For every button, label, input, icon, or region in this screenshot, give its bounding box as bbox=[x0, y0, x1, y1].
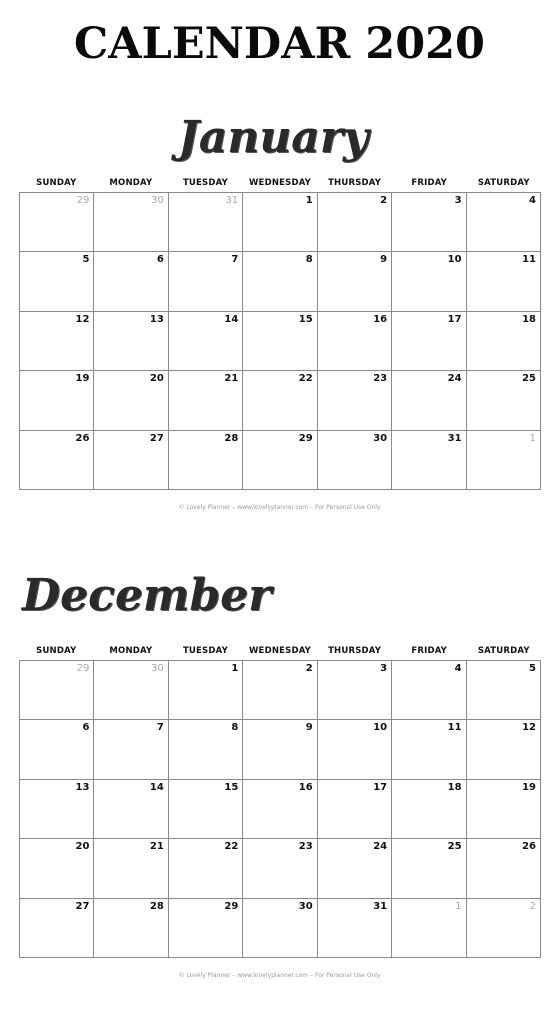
day-cell bbox=[169, 899, 243, 958]
day-cell bbox=[243, 252, 317, 311]
day-cell bbox=[20, 720, 94, 779]
month-title-december: December bbox=[22, 570, 272, 621]
weekday-header-row bbox=[19, 643, 541, 660]
day-number: 10 bbox=[447, 254, 462, 266]
day-cell bbox=[467, 780, 541, 839]
day-number: 23 bbox=[373, 373, 388, 385]
day-number: 20 bbox=[149, 373, 164, 385]
day-cell bbox=[467, 720, 541, 779]
day-cell bbox=[243, 371, 317, 430]
day-cell bbox=[20, 431, 94, 490]
day-cell bbox=[318, 899, 392, 958]
day-cell bbox=[169, 371, 243, 430]
day-number: 20 bbox=[75, 841, 90, 853]
day-number: 21 bbox=[149, 841, 164, 853]
day-cell bbox=[169, 312, 243, 371]
day-number: 18 bbox=[522, 313, 536, 325]
day-cell bbox=[318, 780, 392, 839]
day-cell bbox=[467, 252, 541, 311]
day-cell bbox=[467, 193, 541, 252]
calendar-grid bbox=[19, 660, 541, 958]
day-number: 4 bbox=[529, 195, 536, 206]
day-number: 24 bbox=[447, 373, 462, 385]
day-number: 7 bbox=[231, 254, 239, 266]
day-number: 8 bbox=[305, 254, 313, 266]
day-cell bbox=[94, 252, 168, 311]
day-cell bbox=[243, 193, 317, 252]
day-number: 27 bbox=[149, 432, 164, 444]
day-cell bbox=[169, 431, 243, 490]
day-cell bbox=[467, 431, 541, 490]
day-cell bbox=[169, 661, 243, 720]
day-cell bbox=[467, 839, 541, 898]
day-number: 14 bbox=[224, 313, 239, 325]
day-number: 17 bbox=[447, 313, 462, 325]
day-number: 8 bbox=[231, 722, 239, 734]
day-number-adjacent-month: 29 bbox=[76, 195, 90, 206]
day-number-adjacent-month: 29 bbox=[76, 663, 90, 674]
day-cell bbox=[20, 252, 94, 311]
day-cell bbox=[392, 193, 466, 252]
day-number: 3 bbox=[380, 663, 388, 674]
day-cell bbox=[20, 780, 94, 839]
weekday-label: TUESDAY bbox=[182, 178, 228, 188]
day-number: 23 bbox=[298, 841, 313, 853]
day-cell bbox=[392, 431, 466, 490]
day-number: 15 bbox=[224, 781, 239, 793]
page-title: CALENDAR 2020 bbox=[74, 19, 485, 69]
day-cell bbox=[20, 371, 94, 430]
day-number: 6 bbox=[82, 722, 90, 734]
day-number-adjacent-month: 30 bbox=[151, 663, 164, 674]
weekday-label: MONDAY bbox=[109, 178, 153, 188]
day-number: 18 bbox=[447, 781, 462, 793]
day-number-adjacent-month: 30 bbox=[151, 195, 164, 206]
day-number: 10 bbox=[373, 722, 388, 734]
day-cell bbox=[94, 839, 168, 898]
day-number-adjacent-month: 31 bbox=[225, 195, 239, 206]
day-number: 22 bbox=[298, 373, 313, 385]
day-cell bbox=[20, 661, 94, 720]
day-number: 12 bbox=[522, 722, 536, 734]
day-number: 5 bbox=[82, 254, 90, 266]
day-number: 29 bbox=[298, 432, 313, 444]
day-number: 9 bbox=[380, 254, 388, 266]
day-cell bbox=[94, 312, 168, 371]
day-cell bbox=[392, 312, 466, 371]
day-number: 30 bbox=[373, 432, 388, 444]
day-number: 3 bbox=[454, 195, 462, 206]
day-cell bbox=[20, 899, 94, 958]
day-cell bbox=[20, 193, 94, 252]
day-number: 2 bbox=[305, 663, 313, 674]
day-cell bbox=[392, 720, 466, 779]
day-cell bbox=[318, 839, 392, 898]
day-cell bbox=[467, 371, 541, 430]
day-number: 21 bbox=[224, 373, 239, 385]
day-cell bbox=[169, 720, 243, 779]
calendar-january bbox=[19, 175, 541, 490]
weekday-header-row bbox=[19, 175, 541, 192]
day-cell bbox=[318, 252, 392, 311]
weekday-label: FRIDAY bbox=[411, 646, 448, 656]
day-cell bbox=[467, 312, 541, 371]
day-number: 11 bbox=[522, 254, 536, 266]
weekday-label: SATURDAY bbox=[477, 178, 530, 188]
day-number: 6 bbox=[156, 254, 164, 266]
day-cell bbox=[20, 839, 94, 898]
day-cell bbox=[94, 193, 168, 252]
calendar-december bbox=[19, 643, 541, 958]
calendar-grid bbox=[19, 192, 541, 490]
weekday-label: TUESDAY bbox=[182, 646, 228, 656]
day-number: 25 bbox=[522, 373, 536, 385]
weekday-label: WEDNESDAY bbox=[248, 178, 312, 188]
day-number: 24 bbox=[373, 841, 388, 853]
day-cell bbox=[169, 780, 243, 839]
day-number: 1 bbox=[305, 195, 313, 206]
day-number: 1 bbox=[231, 663, 239, 674]
day-cell bbox=[243, 312, 317, 371]
day-cell bbox=[243, 899, 317, 958]
day-number: 26 bbox=[75, 432, 90, 444]
day-number: 13 bbox=[75, 781, 90, 793]
day-number: 2 bbox=[380, 195, 388, 206]
day-cell bbox=[243, 720, 317, 779]
day-number: 27 bbox=[75, 900, 90, 912]
day-number: 28 bbox=[224, 432, 239, 444]
day-number: 31 bbox=[373, 900, 388, 912]
weekday-label: THURSDAY bbox=[328, 178, 382, 188]
day-cell bbox=[318, 371, 392, 430]
day-cell bbox=[243, 661, 317, 720]
day-cell bbox=[94, 661, 168, 720]
day-number: 14 bbox=[149, 781, 164, 793]
day-number: 19 bbox=[75, 373, 90, 385]
day-number-adjacent-month: 1 bbox=[529, 432, 536, 444]
day-cell bbox=[318, 193, 392, 252]
day-cell bbox=[169, 839, 243, 898]
day-number: 16 bbox=[373, 313, 388, 325]
day-cell bbox=[392, 371, 466, 430]
weekday-label: SUNDAY bbox=[36, 178, 77, 188]
day-number: 17 bbox=[373, 781, 388, 793]
day-cell bbox=[94, 720, 168, 779]
day-cell bbox=[318, 661, 392, 720]
day-cell bbox=[243, 780, 317, 839]
day-number: 28 bbox=[149, 900, 164, 912]
weekday-label: THURSDAY bbox=[328, 646, 382, 656]
day-cell bbox=[94, 899, 168, 958]
day-cell bbox=[467, 899, 541, 958]
day-number: 26 bbox=[522, 841, 536, 853]
day-number: 13 bbox=[149, 313, 164, 325]
day-number: 4 bbox=[454, 663, 462, 674]
day-number: 22 bbox=[224, 841, 239, 853]
month-title-january: January bbox=[178, 112, 369, 163]
day-cell bbox=[94, 371, 168, 430]
day-number: 25 bbox=[447, 841, 462, 853]
day-cell bbox=[392, 899, 466, 958]
day-number: 11 bbox=[447, 722, 462, 734]
day-number: 31 bbox=[447, 432, 462, 444]
day-cell bbox=[243, 431, 317, 490]
weekday-label: FRIDAY bbox=[411, 178, 448, 188]
day-cell bbox=[467, 661, 541, 720]
day-number: 7 bbox=[156, 722, 164, 734]
day-cell bbox=[392, 252, 466, 311]
weekday-label: MONDAY bbox=[109, 646, 153, 656]
day-number: 12 bbox=[75, 313, 90, 325]
day-cell bbox=[392, 661, 466, 720]
footer-credit: © Lovely Planner – www.lovelyplanner.com – For Personal Use Only bbox=[178, 972, 381, 979]
weekday-label: SATURDAY bbox=[477, 646, 530, 656]
weekday-label: SUNDAY bbox=[36, 646, 77, 656]
day-cell bbox=[169, 252, 243, 311]
day-number: 9 bbox=[305, 722, 313, 734]
weekday-label: WEDNESDAY bbox=[248, 646, 312, 656]
day-cell bbox=[318, 720, 392, 779]
day-number-adjacent-month: 2 bbox=[529, 900, 536, 912]
footer-credit: © Lovely Planner – www.lovelyplanner.com – For Personal Use Only bbox=[178, 504, 381, 511]
day-cell bbox=[392, 780, 466, 839]
day-number: 30 bbox=[298, 900, 313, 912]
day-cell bbox=[243, 839, 317, 898]
day-cell bbox=[94, 780, 168, 839]
day-cell bbox=[318, 431, 392, 490]
day-cell bbox=[20, 312, 94, 371]
day-number: 15 bbox=[298, 313, 313, 325]
day-number: 5 bbox=[529, 663, 536, 674]
day-cell bbox=[318, 312, 392, 371]
day-cell bbox=[169, 193, 243, 252]
day-number: 29 bbox=[224, 900, 239, 912]
day-cell bbox=[94, 431, 168, 490]
day-number: 19 bbox=[522, 781, 536, 793]
day-cell bbox=[392, 839, 466, 898]
day-number: 16 bbox=[298, 781, 313, 793]
day-number-adjacent-month: 1 bbox=[455, 900, 462, 912]
